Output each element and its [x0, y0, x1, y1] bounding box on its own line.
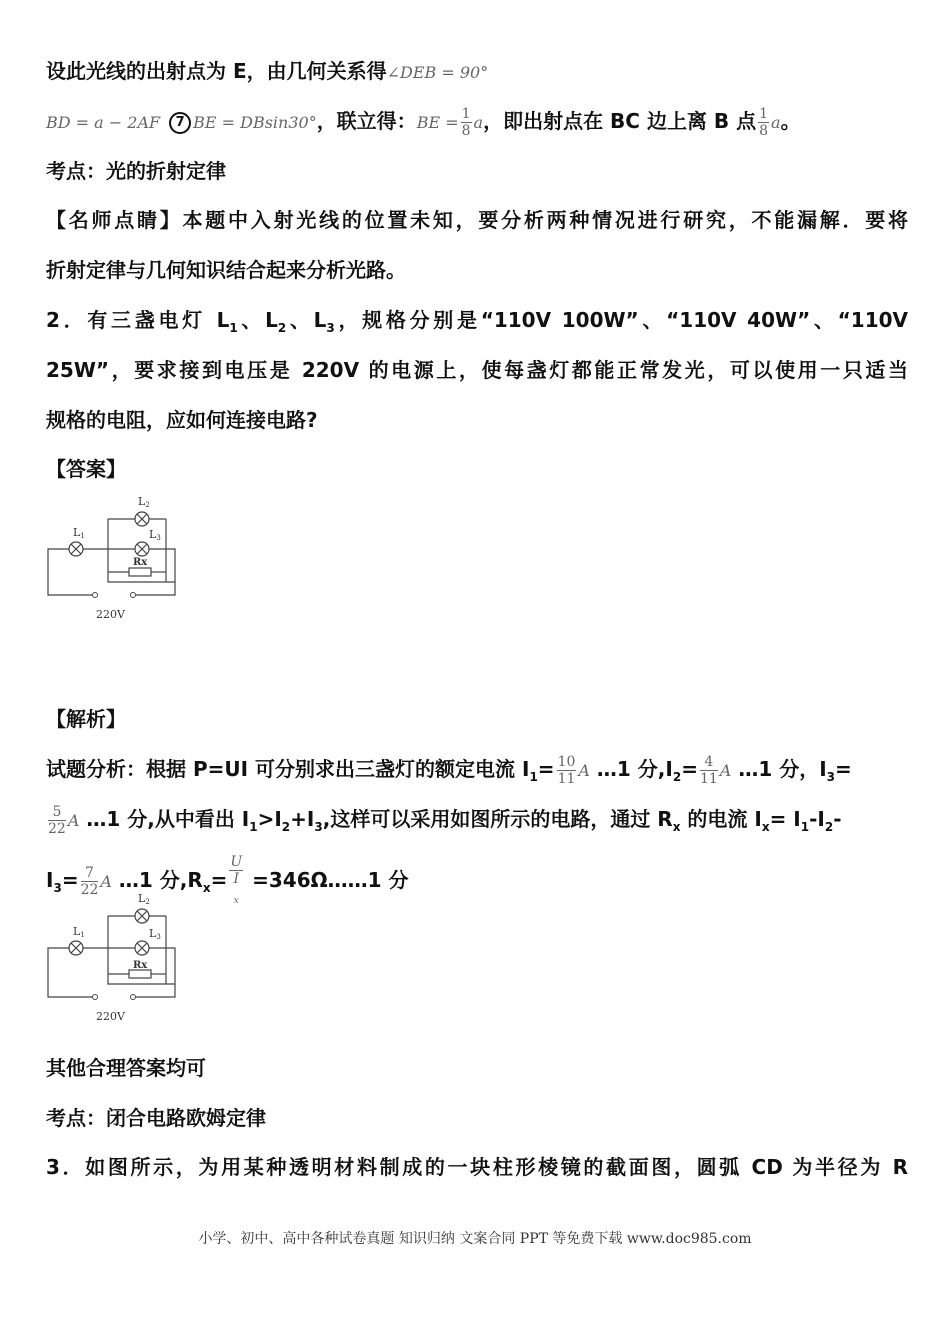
lamp-l1	[69, 542, 83, 556]
solution-line-1	[46, 56, 908, 88]
circuit-diagram-analysis	[40, 888, 190, 1023]
var-a-2: a	[771, 113, 781, 132]
analysis-line-3: $I_3=$ $\frac{7}{22}$ A …1 分$,R_x=$ U I $_x$ =346Ω……1 分	[46, 854, 908, 909]
mingshi-line-2: 折射定律与几何知识结合起来分析光路。	[46, 258, 406, 282]
angle-equation: ∠DEB = 90°	[386, 63, 489, 82]
fraction-10-11: $\frac{10}{11}$	[557, 754, 576, 787]
terminal	[131, 995, 136, 1000]
terminal	[93, 995, 98, 1000]
svg-text:L3: L3	[149, 528, 161, 542]
solution-line-2	[46, 106, 908, 139]
answer-heading: 【答案】	[46, 457, 126, 481]
terminal	[131, 593, 136, 598]
fraction-u-ix: U I $_x$	[230, 854, 243, 906]
question-3-line-1: 3．如图所示，为用某种透明材料制成的一块柱形棱镜的截面图，圆弧 CD 为半径为 R	[46, 1155, 908, 1179]
svg-text:L2: L2	[138, 892, 150, 906]
bd-equation: BD = a − 2AF	[46, 113, 161, 132]
circuit-diagram-answer	[40, 488, 190, 623]
svg-text:L1: L1	[73, 925, 85, 939]
lamp-l1	[69, 941, 83, 955]
fraction-7-22: $\frac{7}{22}$	[80, 864, 99, 898]
analysis-heading: 【解析】	[46, 707, 126, 731]
mingshi-line-1: 【名师点睛】本题中入射光线的位置未知，要分析两种情况进行研究，不能漏解．要将	[46, 208, 908, 232]
lamp-l3	[135, 941, 149, 955]
var-a: a	[473, 113, 484, 132]
be-equation: BE = DBsin30°	[193, 113, 317, 132]
svg-text:Rx: Rx	[133, 960, 148, 971]
be-label: BE =	[416, 113, 459, 132]
analysis-line-1: 试题分析：根据 P=UI 可分别求出三盏灯的额定电流 $I_1=$ $\frac{10}{11}$ A …1 分$,I_2=$ $\frac{4}{11}$ A …1 分，$I_3=$	[46, 754, 852, 787]
kaodian-1: 考点：光的折射定律	[46, 159, 226, 183]
other-answers: 其他合理答案均可	[46, 1056, 206, 1080]
circled-number: 7	[169, 112, 191, 134]
svg-text:Rx: Rx	[133, 557, 148, 568]
text: ，即出射点在 BC 边上离 B 点	[483, 109, 757, 133]
fraction-one-eighth-2: $\frac{1}{8}$	[759, 106, 769, 139]
footer-link[interactable]: 小学、初中、高中各种试卷真题 知识归纳 文案合同 PPT 等免费下载 www.doc985.com	[198, 1231, 752, 1247]
fraction-4-11: $\frac{4}{11}$	[699, 754, 718, 787]
text: 。	[780, 109, 801, 133]
svg-text:L1: L1	[73, 526, 85, 540]
svg-text:L2: L2	[138, 495, 150, 509]
text: 设此光线的出射点为 E，由几何关系得	[46, 59, 387, 83]
question-2-line-3: 规格的电阻，应如何连接电路?	[46, 408, 318, 432]
question-2-line-2: 25W”，要求接到电压是 220V 的电源上，使每盏灯都能正常发光，可以使用一只适当	[46, 358, 908, 382]
svg-text:220V: 220V	[96, 1010, 125, 1023]
svg-text:L3: L3	[149, 927, 161, 941]
svg-text:220V: 220V	[96, 608, 125, 621]
fraction-5-22: $\frac{5}{22}$	[48, 804, 66, 837]
terminal	[93, 593, 98, 598]
question-2-line-1: 2．有三盏电灯 $L_1$、$L_2$、$L_3$，规格分别是“110V 100W”、“110V 40W”、“110V	[46, 308, 909, 335]
text: ，联立得：	[316, 109, 417, 133]
lamp-l2	[135, 909, 149, 923]
fraction-one-eighth: $\frac{1}{8}$	[461, 106, 471, 139]
lamp-l2	[135, 512, 149, 526]
lamp-l3	[135, 542, 149, 556]
analysis-line-2: $\frac{5}{22}$ A …1 分,从中看出 $I_1>I_2+I_3$,这样可以采用如图所示的电路，通过 $R_x$ 的电流 $I_x= I_1-I_2-$	[48, 804, 842, 837]
kaodian-2: 考点：闭合电路欧姆定律	[46, 1106, 266, 1130]
